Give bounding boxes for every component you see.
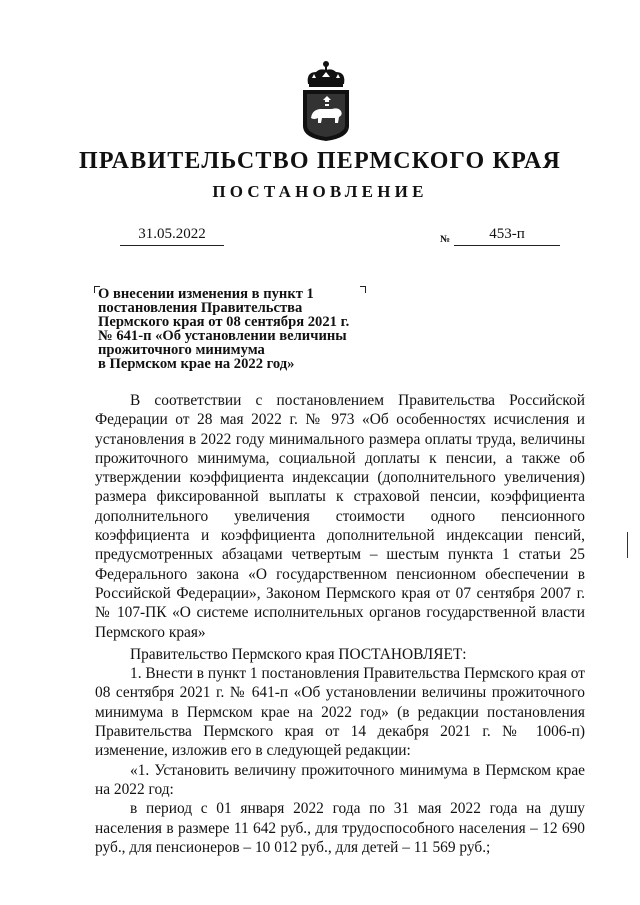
document-type: ПОСТАНОВЛЕНИЕ: [212, 182, 428, 201]
period-values-paragraph: в период с 01 января 2022 года по 31 мая 2022 года на душу населения в размере 11 642 руб., для трудоспособного населения – 12 690 руб., для пенсионеров – 10 012 руб., для детей – 11 569 руб.;: [95, 800, 585, 856]
subject-line: в Пермском крае на 2022 год»: [98, 356, 295, 372]
subject-line: постановления Правительства: [98, 300, 303, 316]
number-sign: №: [440, 234, 451, 245]
subject-line: № 641-п «Об установлении величины: [98, 328, 347, 344]
margin-mark: [624, 532, 628, 558]
document-date: 31.05.2022: [120, 226, 224, 246]
document-body: [95, 391, 585, 857]
preamble-paragraph: В соответствии с постановлением Правительства Российской Федерации от 28 мая 2022 г. № 973 «Об особенностях исчисления и установления в 2022 году минимального размера оплаты труда, величины прожиточного минимума, социальной доплаты к пенсии, а также об утверждении коэффициента индексации (дополнительного увеличения) размера фиксированной выплаты к страховой пенсии, коэффициента дополнительного увеличения стоимости одного пенсионного коэффициента и коэффициента дополнительной индексации пенсий, предусмотренных абзацами четвертым – шестым пункта 1 статьи 25 Федерального закона «О государственном пенсионном обеспечении в Российской Федерации», Законом Пермского края от 07 сентября 2007 г. № 107-ПК «О системе исполнительных органов государственной власти Пермского края»: [95, 392, 585, 641]
subject-line: прожиточного минимума: [98, 342, 265, 358]
subject-line: Пермского края от 08 сентября 2021 г.: [98, 314, 350, 330]
new-edition-paragraph: «1. Установить величину прожиточного минимума в Пермском крае на 2022 год:: [95, 761, 585, 798]
document-subject: [98, 287, 378, 371]
perm-krai-coat-of-arms-icon: [300, 60, 352, 142]
document-number: 453-п: [454, 226, 560, 246]
item-1-paragraph: 1. Внести в пункт 1 постановления Правительства Пермского края от 08 сентября 2021 г. № 641-п «Об установлении величины прожиточного минимума в Пермском крае на 2022 год» (в редакции постановления Правительства Пермского края от 14 декабря 2021 г. № 1006-п) изменение, изложив его в следующей редакции:: [95, 665, 585, 760]
government-name: ПРАВИТЕЛЬСТВО ПЕРМСКОГО КРАЯ: [78, 148, 562, 174]
resolves-paragraph: Правительство Пермского края ПОСТАНОВЛЯЕТ:: [130, 645, 467, 663]
subject-line: О внесении изменения в пункт 1: [98, 286, 314, 302]
